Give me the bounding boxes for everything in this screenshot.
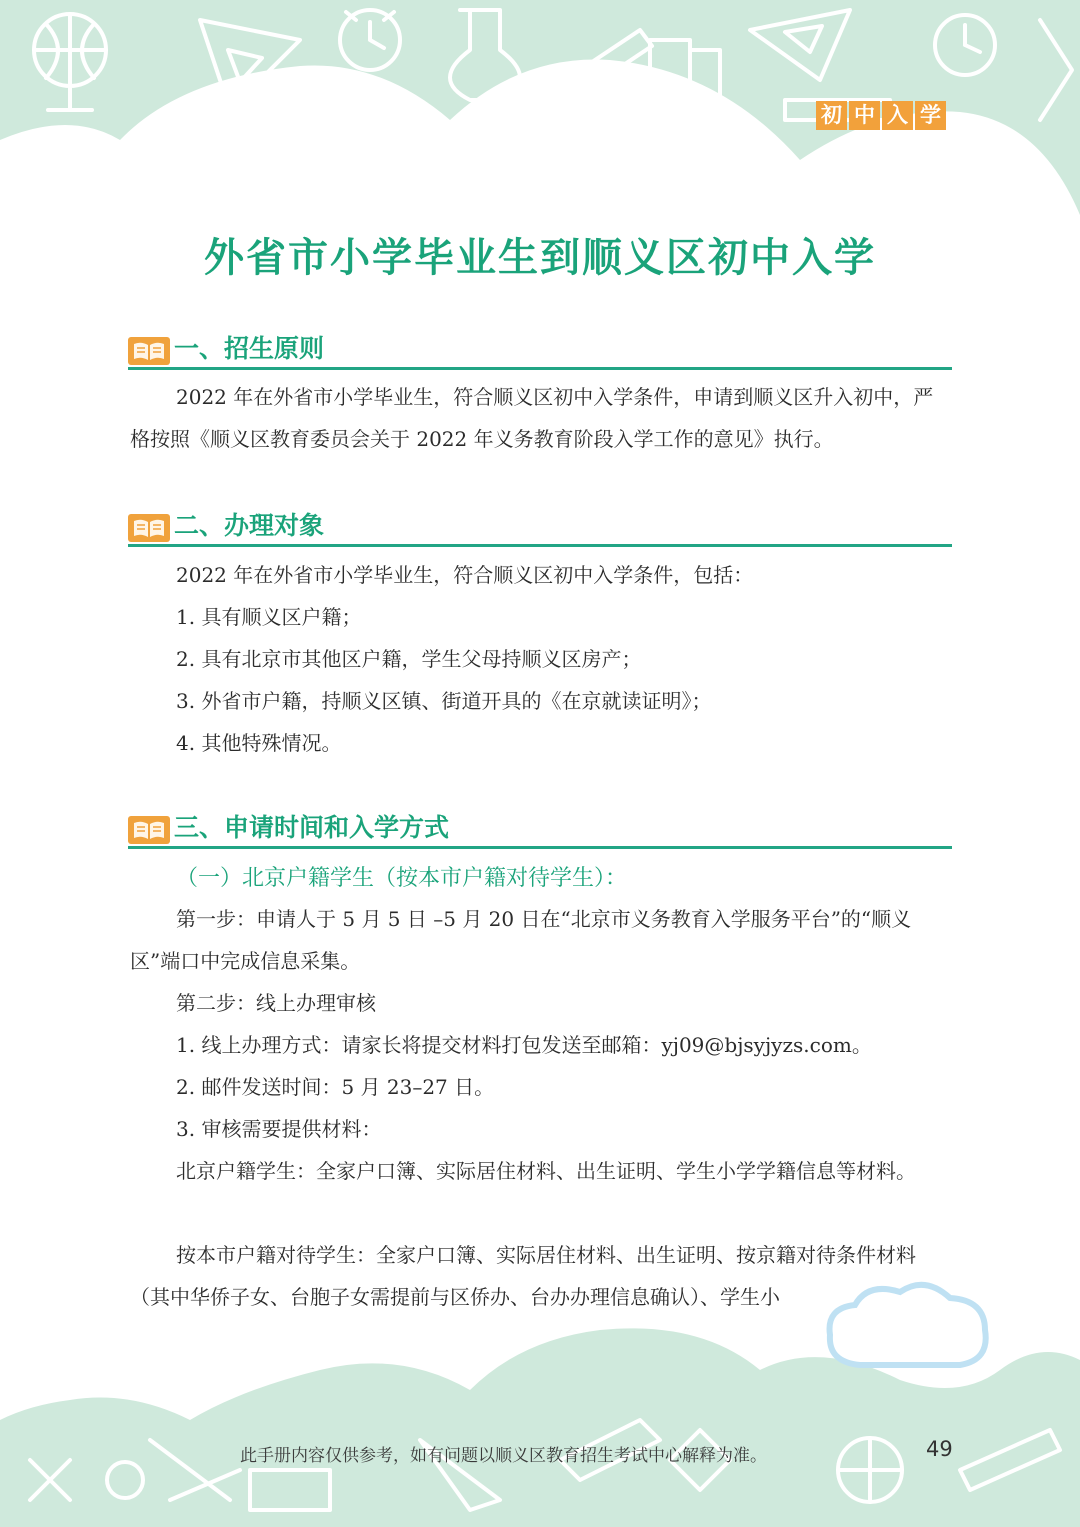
badge-char: 初: [816, 101, 847, 130]
list-item: 1. 线上办理方式：请家长将提交材料打包发送至邮箱：yj09@bjsyjyzs.com。: [176, 1033, 872, 1057]
badge-char: 学: [915, 101, 946, 130]
page-title: 外省市小学毕业生到顺义区初中入学: [204, 235, 876, 281]
beijing-materials-paragraph: 北京户籍学生：全家户口簿、实际居住材料、出生证明、学生小学学籍信息等材料。: [176, 1159, 916, 1183]
section-heading-eligibility: [128, 510, 952, 547]
section-heading-timeline: [128, 812, 952, 849]
header-badge: [816, 101, 946, 130]
badge-char: 中: [849, 101, 880, 130]
step2-label: 第二步：线上办理审核: [176, 991, 376, 1015]
list-item: 1. 具有顺义区户籍；: [176, 605, 362, 629]
step1-paragraph: 第一步：申请人于 5 月 5 日 –5 月 20 日在“北京市义务教育入学服务平台”的“顺义区”端口中完成信息采集。: [130, 907, 912, 973]
list-item: 2. 邮件发送时间：5 月 23–27 日。: [176, 1075, 495, 1099]
section-heading-label: 二、办理对象: [174, 511, 325, 540]
badge-char: 入: [882, 101, 913, 130]
section-heading-label: 一、招生原则: [174, 334, 325, 363]
section1-paragraph: 2022 年在外省市小学毕业生，符合顺义区初中入学条件，申请到顺义区升入初中，严格按照《顺义区教育委员会关于 2022 年义务教育阶段入学工作的意见》执行。: [130, 385, 934, 451]
section2-intro: 2022 年在外省市小学毕业生，符合顺义区初中入学条件，包括：: [176, 563, 754, 587]
book-icon: [128, 514, 170, 542]
sub-heading-beijing-hukou: （一）北京户籍学生（按本市户籍对待学生）：: [176, 866, 628, 891]
section-heading-label: 三、申请时间和入学方式: [174, 813, 450, 842]
page-number: 49: [926, 1437, 953, 1461]
section-heading-principles: [128, 333, 952, 370]
list-item: 3. 外省市户籍，持顺义区镇、街道开具的《在京就读证明》；: [176, 689, 712, 713]
list-item: 4. 其他特殊情况。: [176, 731, 342, 755]
book-icon: [128, 816, 170, 844]
footer-disclaimer: 此手册内容仅供参考，如有问题以顺义区教育招生考试中心解释为准。: [240, 1446, 767, 1466]
book-icon: [128, 337, 170, 365]
list-item: 2. 具有北京市其他区户籍，学生父母持顺义区房产；: [176, 647, 642, 671]
treated-materials-paragraph: 按本市户籍对待学生：全家户口簿、实际居住材料、出生证明、按京籍对待条件材料（其中华侨子女、台胞子女需提前与区侨办、台办办理信息确认）、学生小: [130, 1243, 916, 1309]
list-item: 3. 审核需要提供材料：: [176, 1117, 382, 1141]
